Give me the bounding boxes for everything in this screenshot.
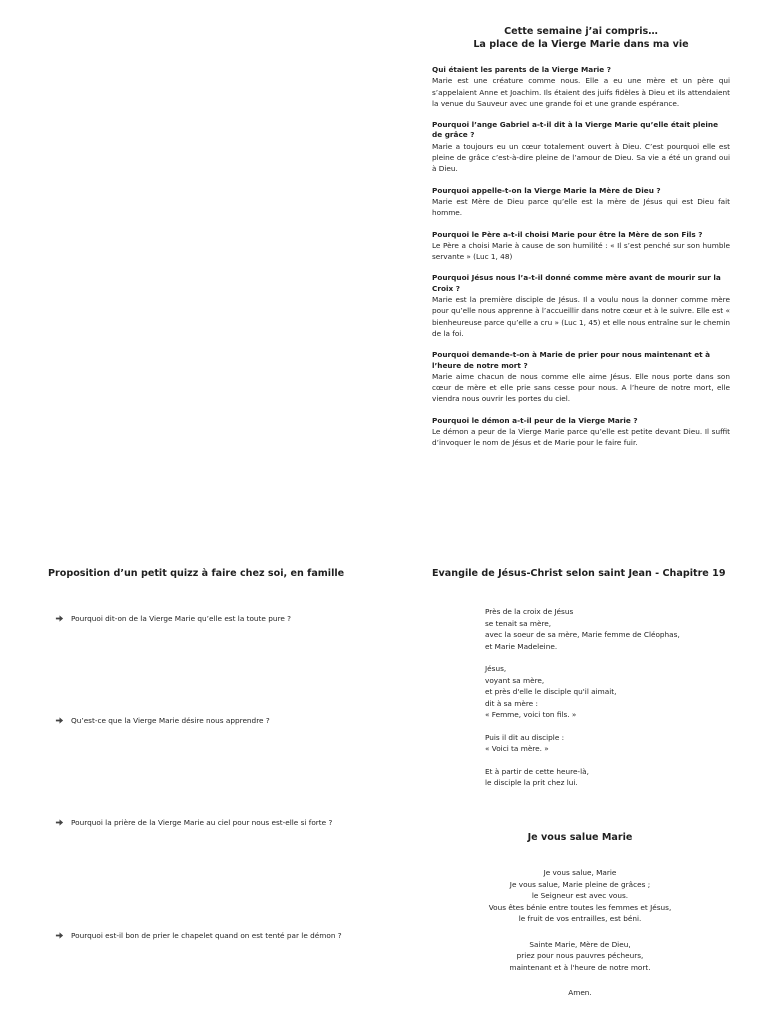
- qa-answer: Marie est la première disciple de Jésus. Il a voulu nous la donner comme mère pour qu’elle nous apprenne à l’accueillir dans notre cœur et à le suivre. Elle est « bienheureuse parce qu’elle a cru » (Luc 1, 45) et elle nous entraîne sur le chemin de la foi.: [432, 295, 731, 338]
- gospel-stanza: [485, 663, 745, 721]
- gospel-stanza: [485, 606, 745, 652]
- arrow-bullet-icon: [55, 614, 64, 623]
- prayer-line: le Seigneur est avec vous.: [531, 891, 629, 900]
- quiz-heading: Proposition d’un petit quizz à faire chez soi, en famille: [48, 568, 345, 579]
- gospel-line: Puis il dit au disciple :: [485, 732, 565, 742]
- quiz-question: Pourquoi dit-on de la Vierge Marie qu’elle est la toute pure ?: [71, 614, 292, 623]
- qa-question: Qui étaient les parents de la Vierge Marie ?: [432, 65, 612, 74]
- quiz-item: [55, 930, 345, 941]
- qa-answer: Le démon a peur de la Vierge Marie parce qu’elle est petite devant Dieu. Il suffit d’invoquer le nom de Jésus et de Marie pour le faire fuir.: [432, 427, 730, 448]
- prayer-line: maintenant et à l'heure de notre mort.: [509, 962, 651, 972]
- prayer-title: Je vous salue Marie: [527, 832, 633, 843]
- gospel-heading: Evangile de Jésus-Christ selon saint Jean - Chapitre 19: [432, 568, 726, 579]
- gospel-line: le disciple la prit chez lui.: [485, 778, 578, 787]
- gospel-line: Près de la croix de Jésus: [485, 607, 574, 616]
- gospel-line: et Marie Madeleine.: [485, 641, 558, 651]
- prayer-amen: Amen.: [568, 988, 592, 997]
- qa-item: [432, 273, 730, 339]
- qa-list: [432, 65, 730, 449]
- qa-answer: Marie est Mère de Dieu parce qu’elle est la mère de Jésus qui est Dieu fait homme.: [432, 196, 730, 218]
- qa-title: [432, 26, 730, 51]
- qa-section: [432, 26, 730, 460]
- arrow-bullet-icon: [55, 818, 64, 827]
- prayer-line: Je vous salue, Marie: [543, 868, 617, 877]
- qa-question: Pourquoi appelle-t-on la Vierge Marie la Mère de Dieu ?: [432, 185, 661, 195]
- prayer-stanza: [440, 867, 720, 925]
- qa-answer: Marie a toujours eu un cœur totalement ouvert à Dieu. C’est pourquoi elle est pleine de grâce c’est-à-dire pleine de l’amour de Dieu. Sa vie a été un grand oui à Dieu.: [432, 141, 730, 174]
- quiz-item: [55, 613, 345, 624]
- quiz-question: Pourquoi est-il bon de prier le chapelet quand on est tenté par le démon ?: [71, 931, 342, 940]
- prayer-line: priez pour nous pauvres pécheurs,: [516, 951, 644, 960]
- quiz-question: Pourquoi la prière de la Vierge Marie au ciel pour nous est-elle si forte ?: [71, 818, 333, 827]
- qa-item: [432, 350, 730, 404]
- prayer-line: Sainte Marie, Mère de Dieu,: [529, 939, 631, 949]
- qa-item: [432, 416, 730, 449]
- quiz-question: Qu’est-ce que la Vierge Marie désire nous apprendre ?: [71, 716, 270, 725]
- qa-title-line-2: La place de la Vierge Marie dans ma vie: [473, 38, 689, 50]
- qa-answer: Marie aime chacun de nous comme elle aime Jésus. Elle nous porte dans son cœur de mère et elle prie sans cesse pour nous. A l’heure de notre mort, elle viendra nous ouvrir les portes du ciel.: [432, 371, 730, 404]
- qa-answer: Marie est une créature comme nous. Elle a eu une mère et un père qui s’appelaient Anne et Joachim. Ils étaient des juifs fidèles à Dieu et ils attendaient la venue du Sauveur avec une grande foi et une grande espérance.: [432, 76, 730, 108]
- gospel-line: voyant sa mère,: [485, 675, 545, 685]
- gospel-stanza: [485, 766, 745, 789]
- qa-item: [432, 65, 730, 109]
- qa-question: Pourquoi demande-t-on à Marie de prier pour nous maintenant et à l’heure de notre mort ?: [432, 350, 711, 370]
- quiz-item: [55, 817, 345, 828]
- qa-question: Pourquoi l’ange Gabriel a-t-il dit à la Vierge Marie qu’elle était pleine de grâce ?: [432, 120, 719, 140]
- gospel-line: Jésus,: [485, 664, 507, 673]
- qa-item: [432, 120, 730, 174]
- qa-question: Pourquoi Jésus nous l’a-t-il donné comme mère avant de mourir sur la Croix ?: [432, 273, 721, 293]
- qa-question: Pourquoi le démon a-t-il peur de la Vierge Marie ?: [432, 415, 638, 425]
- qa-title-line-1: Cette semaine j’ai compris…: [504, 26, 658, 37]
- gospel-line: « Femme, voici ton fils. »: [485, 710, 577, 719]
- prayer-text: [440, 867, 720, 999]
- arrow-bullet-icon: [55, 716, 64, 725]
- gospel-line: avec la soeur de sa mère, Marie femme de Cléophas,: [485, 630, 680, 639]
- gospel-line: et près d'elle le disciple qu'il aimait,: [485, 687, 617, 696]
- qa-question: Pourquoi le Père a-t-il choisi Marie pour être la Mère de son Fils ?: [432, 229, 703, 239]
- prayer-line: le fruit de vos entrailles, est béni.: [518, 914, 642, 923]
- gospel-line: dit à sa mère :: [485, 698, 538, 708]
- gospel-line: « Voici ta mère. »: [485, 744, 549, 753]
- gospel-text: [485, 606, 745, 800]
- arrow-bullet-icon: [55, 931, 64, 940]
- prayer-stanza: [440, 939, 720, 974]
- gospel-line: Et à partir de cette heure-là,: [485, 766, 589, 776]
- quiz-item: [55, 715, 345, 726]
- qa-answer: Le Père a choisi Marie à cause de son humilité : « Il s’est penché sur son humble servante » (Luc 1, 48): [432, 240, 730, 262]
- prayer-line: Je vous salue, Marie pleine de grâces ;: [509, 879, 651, 889]
- prayer-line: Vous êtes bénie entre toutes les femmes et Jésus,: [488, 902, 672, 912]
- gospel-line: se tenait sa mère,: [485, 618, 552, 628]
- qa-item: [432, 230, 730, 263]
- qa-item: [432, 186, 730, 219]
- gospel-stanza: [485, 732, 745, 755]
